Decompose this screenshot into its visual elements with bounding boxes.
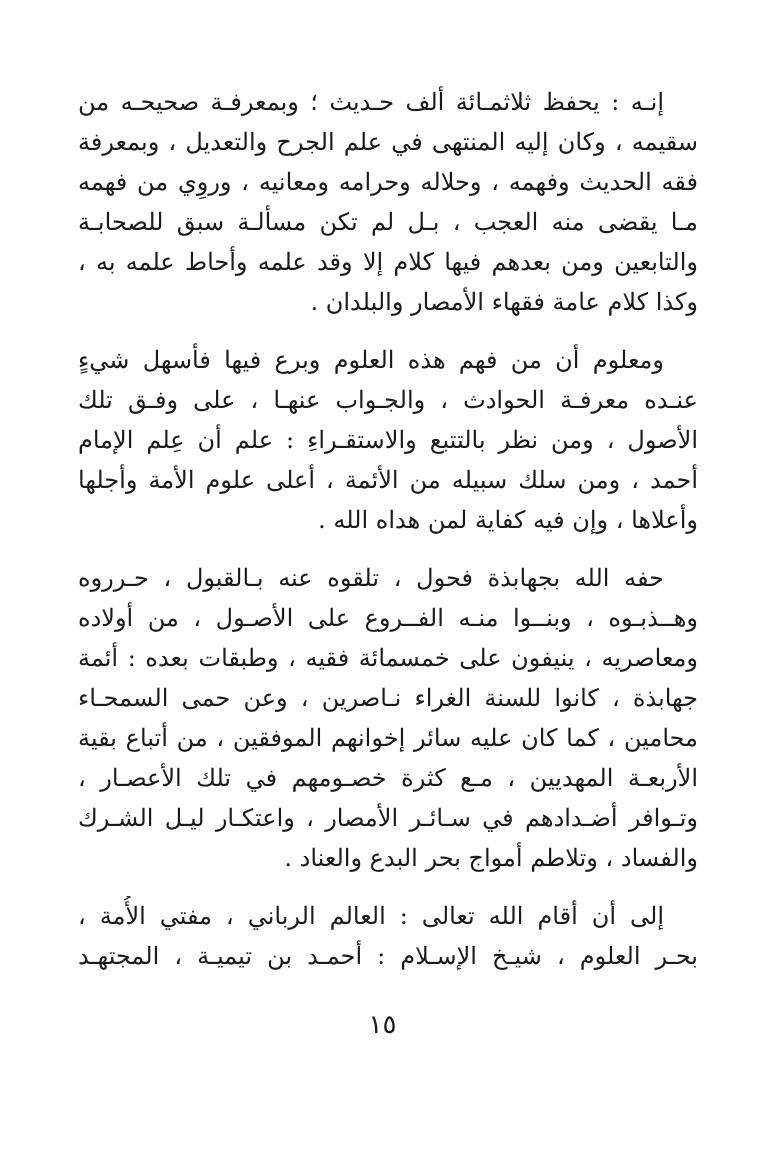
paragraph-1 xyxy=(78,82,698,322)
text-line: مـا يقضى منه العجب ، بـل لم تكن مسألـة سبق للصحابـة xyxy=(78,208,698,236)
text-line: وتـوافر أضـدادهم في سـائـر الأمصار ، واعتكـار ليـل الشـرك xyxy=(78,804,698,832)
text-line: محامين ، كما كان عليه سائر إخوانهم الموفقين ، من أتباع بقية xyxy=(78,724,698,752)
text-line: عنـده معرفـة الحوادث ، والجـواب عنهـا ، على وفـق تلك xyxy=(78,386,698,414)
text-line: إنـه : يحفظ ثلاثمـائة ألف حـديث ؛ وبمعرفـة صحيحـه من xyxy=(78,88,664,116)
document-page xyxy=(78,82,698,994)
text-line: وأعلاها ، وإن فيه كفاية لمن هداه الله . xyxy=(318,506,698,534)
text-line: أحمد ، ومن سلك سبيله من الأئمة ، أعلى علوم الأمة وأجلها xyxy=(78,466,698,494)
text-line: والفساد ، وتلاطم أمواج بحر البدع والعناد . xyxy=(284,844,698,872)
text-line: الأربعـة المهديين ، مـع كثرة خصـومهم في تلك الأعصـار ، xyxy=(78,764,698,792)
text-line: وهــذبـوه ، وبنــوا منـه الفــروع على الأصـول ، من أولاده xyxy=(78,604,698,632)
text-line: إلى أن أقام الله تعالى : العالم الرباني ، مفتي الأُمة ، xyxy=(78,902,664,930)
text-line: فقه الحديث وفهمه ، وحلاله وحرامه ومعانيه ، وروِي من فهمه xyxy=(78,168,698,196)
text-line: الأصول ، ومن نظر بالتتبع والاستقـراءِ : علم أن عِلم الإمام xyxy=(78,426,698,454)
text-line: والتابعين ومن بعدهم فيها كلام إلا وقد علمه وأحاط علمه به ، xyxy=(78,248,698,276)
text-line: وكذا كلام عامة فقهاء الأمصار والبلدان . xyxy=(310,288,698,316)
text-line: ومعلوم أن من فهم هذه العلوم وبرع فيها فأسهل شيءٍ xyxy=(78,346,664,374)
paragraph-2 xyxy=(78,340,698,540)
text-line: حفه الله بجهابذة فحول ، تلقوه عنه بـالقبول ، حـرروه xyxy=(78,564,664,592)
paragraph-3 xyxy=(78,558,698,878)
paragraph-4 xyxy=(78,896,698,976)
text-line: جهابذة ، كانوا للسنة الغراء نـاصرين ، وعن حمى السمحـاء xyxy=(78,684,698,712)
page-number: ١٥ xyxy=(368,1010,397,1040)
text-line: ومعاصريه ، ينيفون على خمسمائة فقيه ، وطبقات بعده : أئمة xyxy=(78,644,698,672)
text-line: سقيمه ، وكان إليه المنتهى في علم الجرح والتعديل ، وبمعرفة xyxy=(78,128,698,156)
text-line: بحـر العلوم ، شيـخ الإسـلام : أحمـد بن تيميـة ، المجتهـد xyxy=(78,942,698,970)
